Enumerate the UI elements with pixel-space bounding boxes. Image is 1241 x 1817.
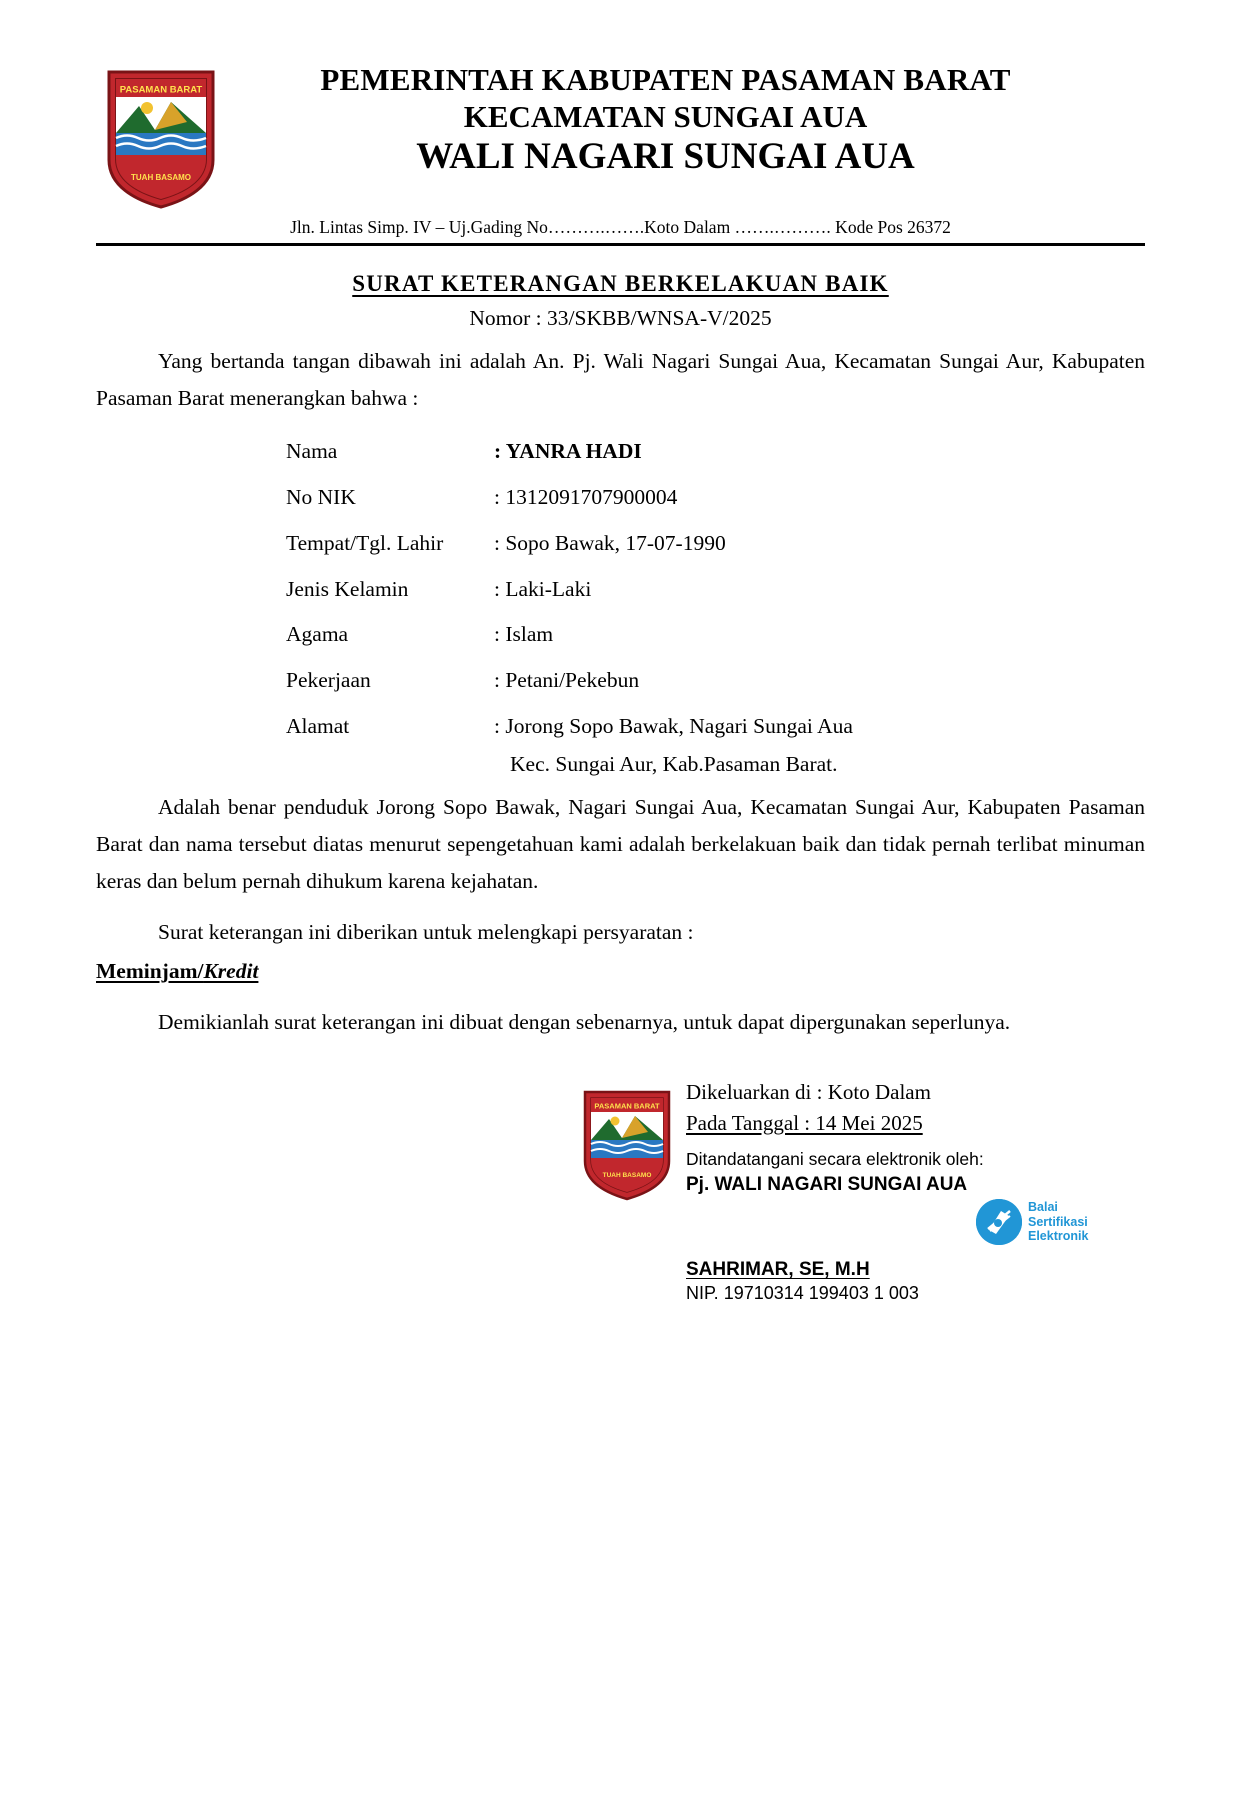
- field-value: : Islam: [494, 622, 554, 647]
- field-value: : Laki-Laki: [494, 576, 592, 601]
- data-row: [286, 439, 1145, 465]
- data-row: [286, 714, 1145, 740]
- signature-text-block: [686, 1077, 1156, 1304]
- svg-text:PASAMAN BARAT: PASAMAN BARAT: [119, 84, 203, 96]
- body-paragraph-1: Adalah benar penduduk Jorong Sopo Bawak, Nagari Sungai Aua, Kecamatan Sungai Aur, Kabupaten Pasaman Barat dan nama tersebut diatas menurut sepengetahuan kami adalah berkelakuan baik dan tidak pernah terlibat minuman keras dan belum pernah dihukum karena kejahatan.: [96, 795, 1145, 894]
- field-value: : Petani/Pekebun: [494, 668, 640, 693]
- field-label: Agama: [286, 622, 349, 647]
- signature-crest-icon: [581, 1089, 673, 1201]
- purpose-line: [96, 953, 1145, 990]
- data-row: [286, 485, 1145, 511]
- signer-position: Pj. WALI NAGARI SUNGAI AUA: [686, 1174, 968, 1196]
- data-row: [286, 531, 1145, 557]
- field-label: Tempat/Tgl. Lahir: [286, 530, 444, 555]
- document-page: [0, 62, 1241, 1817]
- document-body: [96, 272, 1145, 1041]
- field-value: : YANRA HADI: [494, 439, 642, 464]
- bse-line-2: Sertifikasi: [1028, 1214, 1088, 1229]
- body-paragraph-3: Demikianlah surat keterangan ini dibuat dengan sebenarnya, untuk dapat dipergunakan seperlunya.: [158, 1010, 1011, 1035]
- address-continued: Kec. Sungai Aur, Kab.Pasaman Barat.: [510, 751, 838, 776]
- data-row: [286, 577, 1145, 603]
- purpose-part-2: Kredit: [203, 959, 259, 984]
- document-number: Nomor : 33/SKBB/WNSA-V/2025: [469, 305, 772, 330]
- letterhead-line-2: KECAMATAN SUNGAI AUA: [463, 98, 868, 134]
- field-label: Jenis Kelamin: [286, 576, 409, 601]
- letterhead-address: Jln. Lintas Simp. IV – Uj.Gading No……….…….Koto Dalam …….………. Kode Pos 26372: [290, 217, 951, 237]
- body-paragraph-2: Surat keterangan ini diberikan untuk melengkapi persyaratan :: [158, 920, 694, 945]
- esign-note: Ditandatangani secara elektronik oleh:: [686, 1148, 984, 1169]
- issued-date: Pada Tanggal : 14 Mei 2025: [686, 1110, 923, 1135]
- svg-text:TUAH BASAMO: TUAH BASAMO: [602, 1172, 652, 1180]
- svg-text:TUAH BASAMO: TUAH BASAMO: [131, 173, 191, 182]
- field-label: No NIK: [286, 484, 356, 509]
- field-label: Pekerjaan: [286, 668, 371, 693]
- field-label: Alamat: [286, 713, 350, 738]
- regency-crest-icon: [103, 68, 219, 210]
- field-value: : Sopo Bawak, 17-07-1990: [494, 530, 726, 555]
- signer-nip: NIP. 19710314 199403 1 003: [686, 1282, 919, 1303]
- field-value: : Jorong Sopo Bawak, Nagari Sungai Aua: [494, 713, 853, 738]
- data-row: [286, 622, 1145, 648]
- letterhead-text: [226, 62, 1145, 180]
- header-divider: [96, 243, 1145, 246]
- letterhead: [96, 62, 1145, 246]
- bse-line-1: Balai: [1028, 1200, 1058, 1215]
- bse-logo: [976, 1195, 1116, 1249]
- applicant-data-block: [286, 439, 1145, 775]
- opening-paragraph: Yang bertanda tangan dibawah ini adalah An. Pj. Wali Nagari Sungai Aua, Kecamatan Sungai Aur, Kabupaten Pasaman Barat menerangkan bahwa :: [96, 349, 1145, 411]
- issued-place: Dikeluarkan di : Koto Dalam: [686, 1080, 931, 1105]
- letterhead-line-1: PEMERINTAH KABUPATEN PASAMAN BARAT: [320, 62, 1011, 97]
- bse-circle-icon: [976, 1199, 1022, 1245]
- signer-name: SAHRIMAR, SE, M.H: [686, 1258, 870, 1280]
- signature-block: [96, 1077, 1145, 1337]
- data-row: [286, 668, 1145, 694]
- bse-text: [1028, 1200, 1088, 1244]
- document-title: SURAT KETERANGAN BERKELAKUAN BAIK: [352, 270, 889, 296]
- bse-line-3: Elektronik: [1028, 1229, 1089, 1244]
- purpose-part-1: Meminjam/: [96, 959, 204, 984]
- field-value: : 1312091707900004: [494, 484, 678, 509]
- field-label: Nama: [286, 439, 338, 464]
- crest-wrap: [96, 62, 226, 210]
- svg-text:PASAMAN BARAT: PASAMAN BARAT: [594, 1101, 660, 1111]
- letterhead-line-3: WALI NAGARI SUNGAI AUA: [416, 136, 915, 178]
